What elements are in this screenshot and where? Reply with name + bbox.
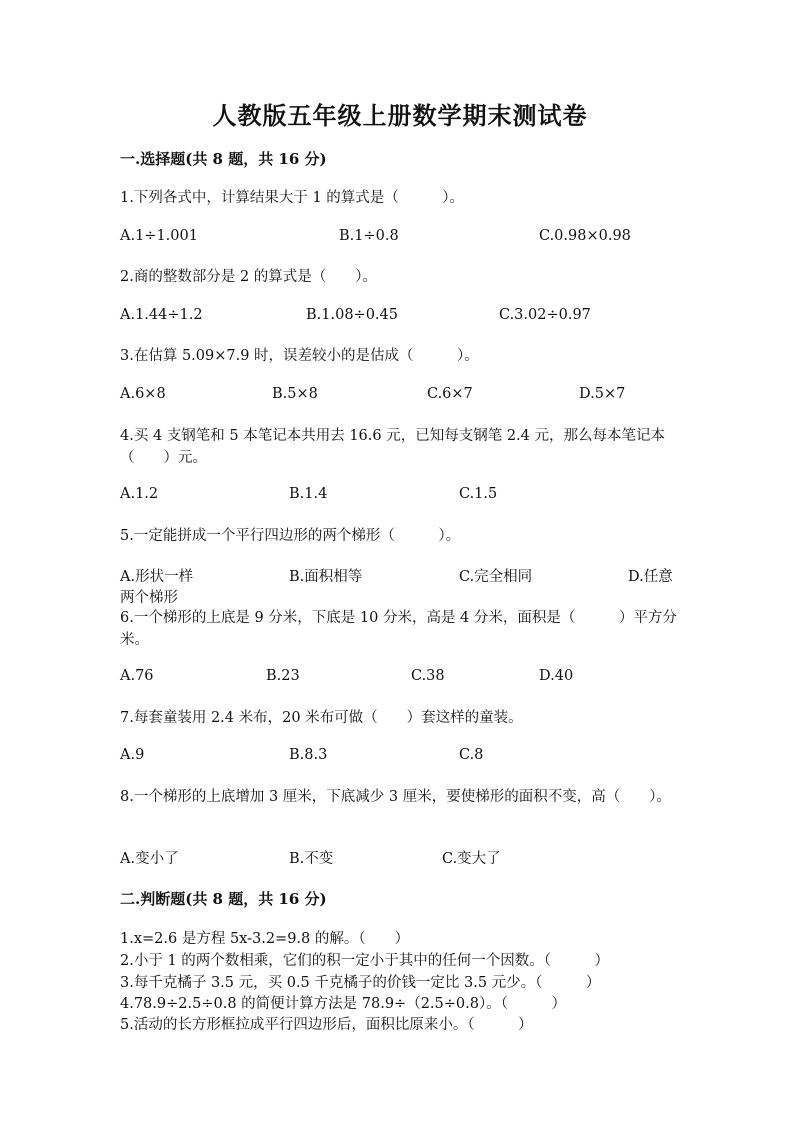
question-2-options: [120, 307, 680, 329]
option-b: B.面积相等: [289, 569, 363, 585]
option-a: A.9: [120, 747, 145, 763]
question-2: 2.商的整数部分是 2 的算式是（ ）。: [120, 269, 378, 285]
question-4: 4.买 4 支钢笔和 5 本笔记本共用去 16.6 元，已知每支钢笔 2.4 元，那么每本笔记本（ ）元。: [120, 428, 666, 466]
question-3-options: [120, 386, 680, 408]
question-5: 5.一定能拼成一个平行四边形的两个梯形（ ）。: [120, 528, 461, 544]
option-c: C.8: [459, 747, 484, 763]
option-d: D.5×7: [579, 386, 626, 402]
question-3: 3.在估算 5.09×7.9 时，误差较小的是估成（ ）。: [120, 348, 479, 364]
option-a: A.1.2: [120, 486, 159, 502]
option-b: B.1÷0.8: [339, 228, 399, 244]
question-8-options: [120, 847, 680, 869]
judgement-item-4: 4.78.9÷2.5÷0.8 的简便计算方法是 78.9÷（2.5÷0.8）。（ ）: [120, 996, 566, 1012]
option-c: C.变大了: [442, 851, 501, 867]
option-c: C.完全相同: [459, 569, 533, 585]
question-1-options: [120, 228, 680, 250]
question-5-options: [120, 565, 680, 587]
judgement-item-5: 5.活动的长方形框拉成平行四边形后，面积比原来小。（ ）: [120, 1017, 533, 1033]
option-a: A.1÷1.001: [120, 228, 198, 244]
option-b: B.1.4: [289, 486, 328, 502]
judgement-item-2: 2.小于 1 的两个数相乘，它们的积一定小于其中的任何一个因数。（ ）: [120, 953, 610, 969]
judgement-item-3: 3.每千克橘子 3.5 元，买 0.5 千克橘子的价钱一定比 3.5 元少。（ ）: [120, 975, 601, 991]
question-5-option-d-continuation: 两个梯形: [120, 590, 178, 606]
option-a: A.形状一样: [120, 569, 194, 585]
section-heading-choice: 一.选择题(共 8 题，共 16 分): [120, 150, 327, 168]
option-b: B.23: [266, 668, 300, 684]
option-b: B.1.08÷0.45: [306, 307, 398, 323]
question-8: 8.一个梯形的上底增加 3 厘米，下底减少 3 厘米，要使梯形的面积不变，高（ ）。: [120, 789, 671, 805]
option-c: C.1.5: [459, 486, 498, 502]
question-6: 6.一个梯形的上底是 9 分米，下底是 10 分米，高是 4 分米，面积是（ ）平方分米。: [120, 610, 677, 648]
question-1: 1.下列各式中，计算结果大于 1 的算式是（ ）。: [120, 190, 465, 206]
exam-title: 人教版五年级上册数学期末测试卷: [212, 101, 588, 130]
option-a: A.1.44÷1.2: [120, 307, 203, 323]
option-b: B.8.3: [289, 747, 328, 763]
option-c: C.38: [411, 668, 445, 684]
option-d: D.任意: [628, 569, 673, 585]
section-heading-judgement: 二.判断题(共 8 题，共 16 分): [120, 890, 327, 908]
judgement-item-1: 1.x=2.6 是方程 5x-3.2=9.8 的解。（ ）: [120, 931, 410, 947]
option-b: B.5×8: [272, 386, 318, 402]
option-c: C.0.98×0.98: [539, 228, 631, 244]
question-7: 7.每套童装用 2.4 米布，20 米布可做（ ）套这样的童装。: [120, 710, 523, 726]
option-c: C.3.02÷0.97: [499, 307, 591, 323]
option-a: A.变小了: [120, 851, 179, 867]
option-a: A.6×8: [120, 386, 166, 402]
option-a: A.76: [120, 668, 154, 684]
option-d: D.40: [539, 668, 574, 684]
question-4-options: [120, 486, 680, 508]
option-b: B.不变: [289, 851, 334, 867]
option-c: C.6×7: [427, 386, 473, 402]
question-7-options: [120, 747, 680, 769]
question-6-options: [120, 668, 680, 690]
